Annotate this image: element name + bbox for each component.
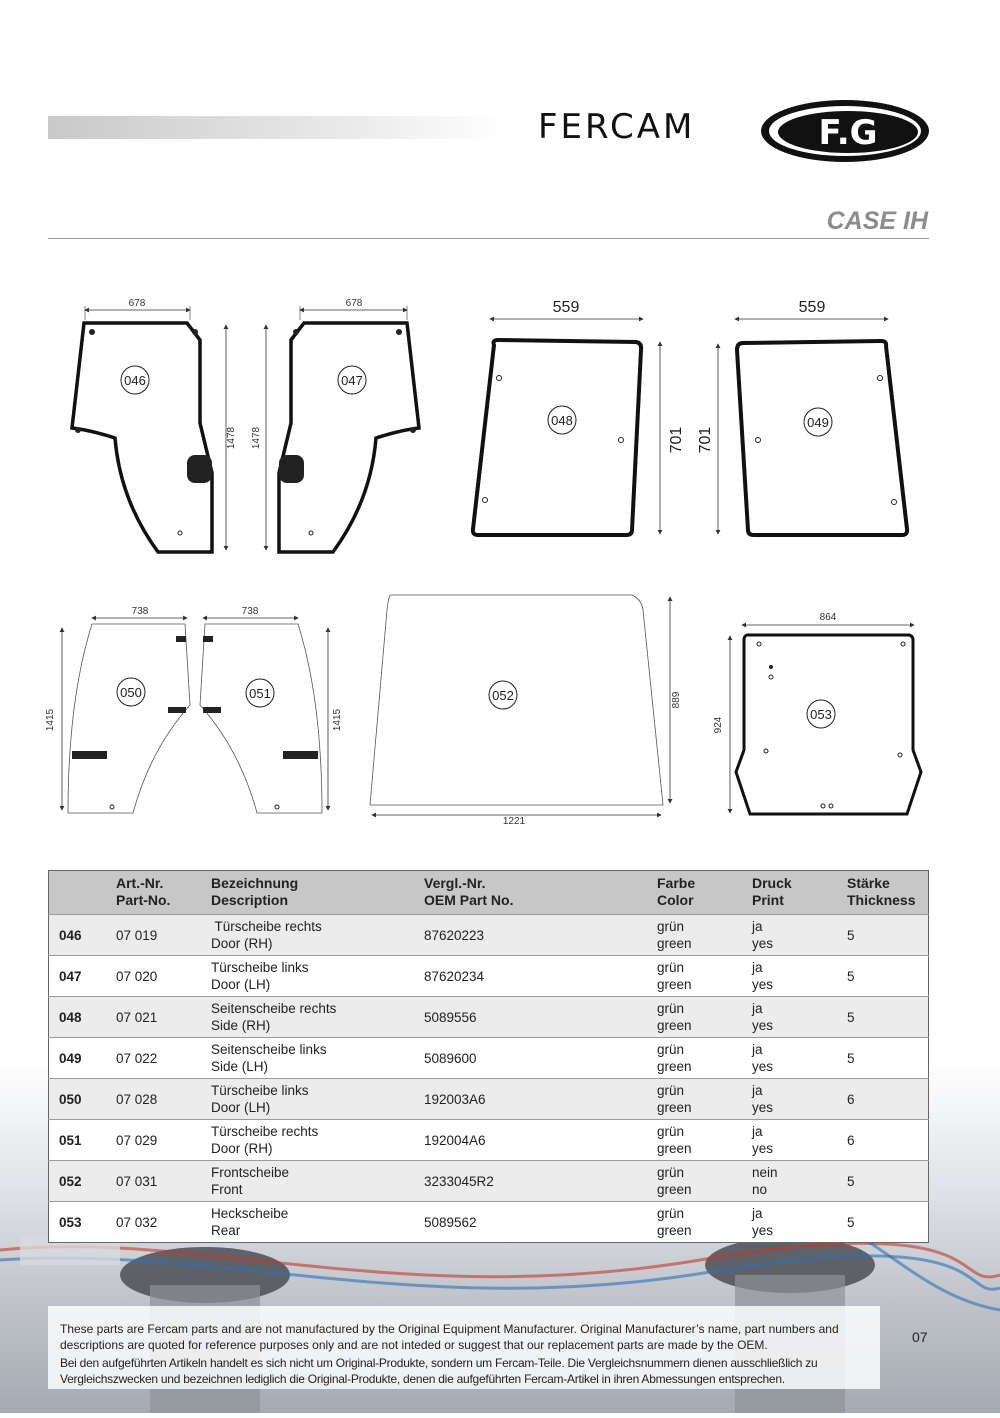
cell-oem: 5089556 [418,997,651,1038]
header-art: Art.-Nr. Part-No. [110,871,205,915]
drawing-051 [200,606,343,813]
dim-width-053: 864 [819,612,837,623]
cell-pos: 049 [49,1038,111,1079]
logo-badge-icon [750,95,930,165]
dim-width-051: 738 [241,606,259,617]
dim-height-048: 701 [668,426,685,454]
dim-height-050: 1415 [45,708,56,732]
header-pos [49,871,111,915]
cell-oem: 3233045R2 [418,1161,651,1202]
cell-print: ja yes [746,1202,841,1243]
cell-description: Türscheibe links Door (LH) [205,956,418,997]
label-048: 048 [551,413,573,428]
cell-art: 07 019 [110,915,205,956]
cell-print: nein no [746,1161,841,1202]
cell-art: 07 022 [110,1038,205,1079]
cell-art: 07 029 [110,1120,205,1161]
cell-description: Türscheibe links Door (LH) [205,1079,418,1120]
cell-color: grün green [651,1120,746,1161]
cell-oem: 192003A6 [418,1079,651,1120]
cell-art: 07 032 [110,1202,205,1243]
dim-height-051: 1415 [332,708,343,732]
dim-width-049: 559 [798,299,826,316]
cell-oem: 87620234 [418,956,651,997]
header-description: Bezeichnung Description [205,871,418,915]
cell-color: grün green [651,1079,746,1120]
cell-description: Frontscheibe Front [205,1161,418,1202]
drawing-047 [251,298,419,552]
cell-description: Seitenscheibe links Side (LH) [205,1038,418,1079]
table-row [49,1038,929,1079]
table-row [49,1161,929,1202]
dim-width-046: 678 [128,298,146,309]
dim-height-052: 889 [671,691,682,709]
header-thickness: Stärke Thickness [841,871,929,915]
dim-height-053: 924 [713,716,724,734]
cell-oem: 192004A6 [418,1120,651,1161]
parts-table [48,870,929,1243]
drawing-053 [713,612,921,814]
cell-thickness: 5 [841,997,929,1038]
technical-drawings [0,250,1000,840]
disclaimer-german: Bei den aufgeführten Artikeln handelt es sich nicht um Original-Produkte, sondern um Fercam-Teile. Die Vergleichsnummern dienen ausschließlich zu Vergleichszwecken und bezeichnen lediglich die Original-Produkte, denen die aufgeführten Fercam-Artikel in ihren Abmessungen entsprechen. [60,1356,818,1386]
cell-description: Türscheibe rechts Door (RH) [205,915,418,956]
table-row [49,915,929,956]
cell-art: 07 028 [110,1079,205,1120]
cell-pos: 051 [49,1120,111,1161]
brand-title: CASE IH [826,207,928,235]
dim-width-050: 738 [131,606,149,617]
drawing-052 [370,595,682,827]
label-050: 050 [120,685,142,700]
cell-thickness: 6 [841,1120,929,1161]
cell-pos: 050 [49,1079,111,1120]
dim-width-048: 559 [552,299,580,316]
cell-color: grün green [651,1038,746,1079]
header-print: Druck Print [746,871,841,915]
cell-description: Heckscheibe Rear [205,1202,418,1243]
dim-width-052: 1221 [502,816,526,827]
header-color: Farbe Color [651,871,746,915]
cell-oem: 5089600 [418,1038,651,1079]
cell-pos: 048 [49,997,111,1038]
table-row [49,1120,929,1161]
cell-print: ja yes [746,997,841,1038]
drawing-046 [72,298,237,552]
cell-art: 07 020 [110,956,205,997]
cell-thickness: 5 [841,1202,929,1243]
cell-print: ja yes [746,956,841,997]
page-number: 07 [912,1329,928,1345]
cell-color: grün green [651,956,746,997]
drawing-048 [473,299,685,535]
label-047: 047 [341,373,363,388]
cell-thickness: 5 [841,956,929,997]
cell-print: ja yes [746,1038,841,1079]
cell-print: ja yes [746,1079,841,1120]
cell-thickness: 5 [841,1161,929,1202]
label-051: 051 [249,686,271,701]
fercam-logo [538,95,933,165]
logo-badge-text: F.G [818,113,878,153]
cell-pos: 046 [49,915,111,956]
dim-height-049: 701 [697,426,714,454]
cell-color: grün green [651,1202,746,1243]
label-053: 053 [810,707,832,722]
label-049: 049 [807,415,829,430]
header-oem: Vergl.-Nr. OEM Part No. [418,871,651,915]
cell-print: ja yes [746,915,841,956]
cell-description: Türscheibe rechts Door (RH) [205,1120,418,1161]
cell-color: grün green [651,997,746,1038]
cell-pos: 053 [49,1202,111,1243]
dim-height-046: 1478 [226,426,237,450]
brand-divider [48,238,929,239]
cell-thickness: 5 [841,915,929,956]
table-row [49,1202,929,1243]
cell-color: grün green [651,915,746,956]
cell-art: 07 031 [110,1161,205,1202]
label-046: 046 [124,373,146,388]
label-052: 052 [492,688,514,703]
table-row [49,956,929,997]
cell-oem: 87620223 [418,915,651,956]
cell-oem: 5089562 [418,1202,651,1243]
header-gradient-bar [48,116,503,139]
table-header-row [49,871,929,915]
cell-description: Seitenscheibe rechts Side (RH) [205,997,418,1038]
disclaimer-english: These parts are Fercam parts and are not manufactured by the Original Equipment Manufacturer. Original Manufacturer’s name, part numbers and descriptions are quoted for reference purposes only and are not inteded or suggest that our replacement parts are made by the OEM. [60,1322,839,1352]
logo-wordmark: FERCAM [538,107,696,147]
cell-thickness: 5 [841,1038,929,1079]
table-row [49,1079,929,1120]
dim-width-047: 678 [345,298,363,309]
dim-height-047: 1478 [251,426,262,450]
cell-color: grün green [651,1161,746,1202]
cell-pos: 047 [49,956,111,997]
cell-thickness: 6 [841,1079,929,1120]
cell-pos: 052 [49,1161,111,1202]
drawing-050 [45,606,190,813]
cell-print: ja yes [746,1120,841,1161]
drawing-049 [697,299,907,535]
disclaimer-box [48,1306,880,1389]
table-row [49,997,929,1038]
cell-art: 07 021 [110,997,205,1038]
